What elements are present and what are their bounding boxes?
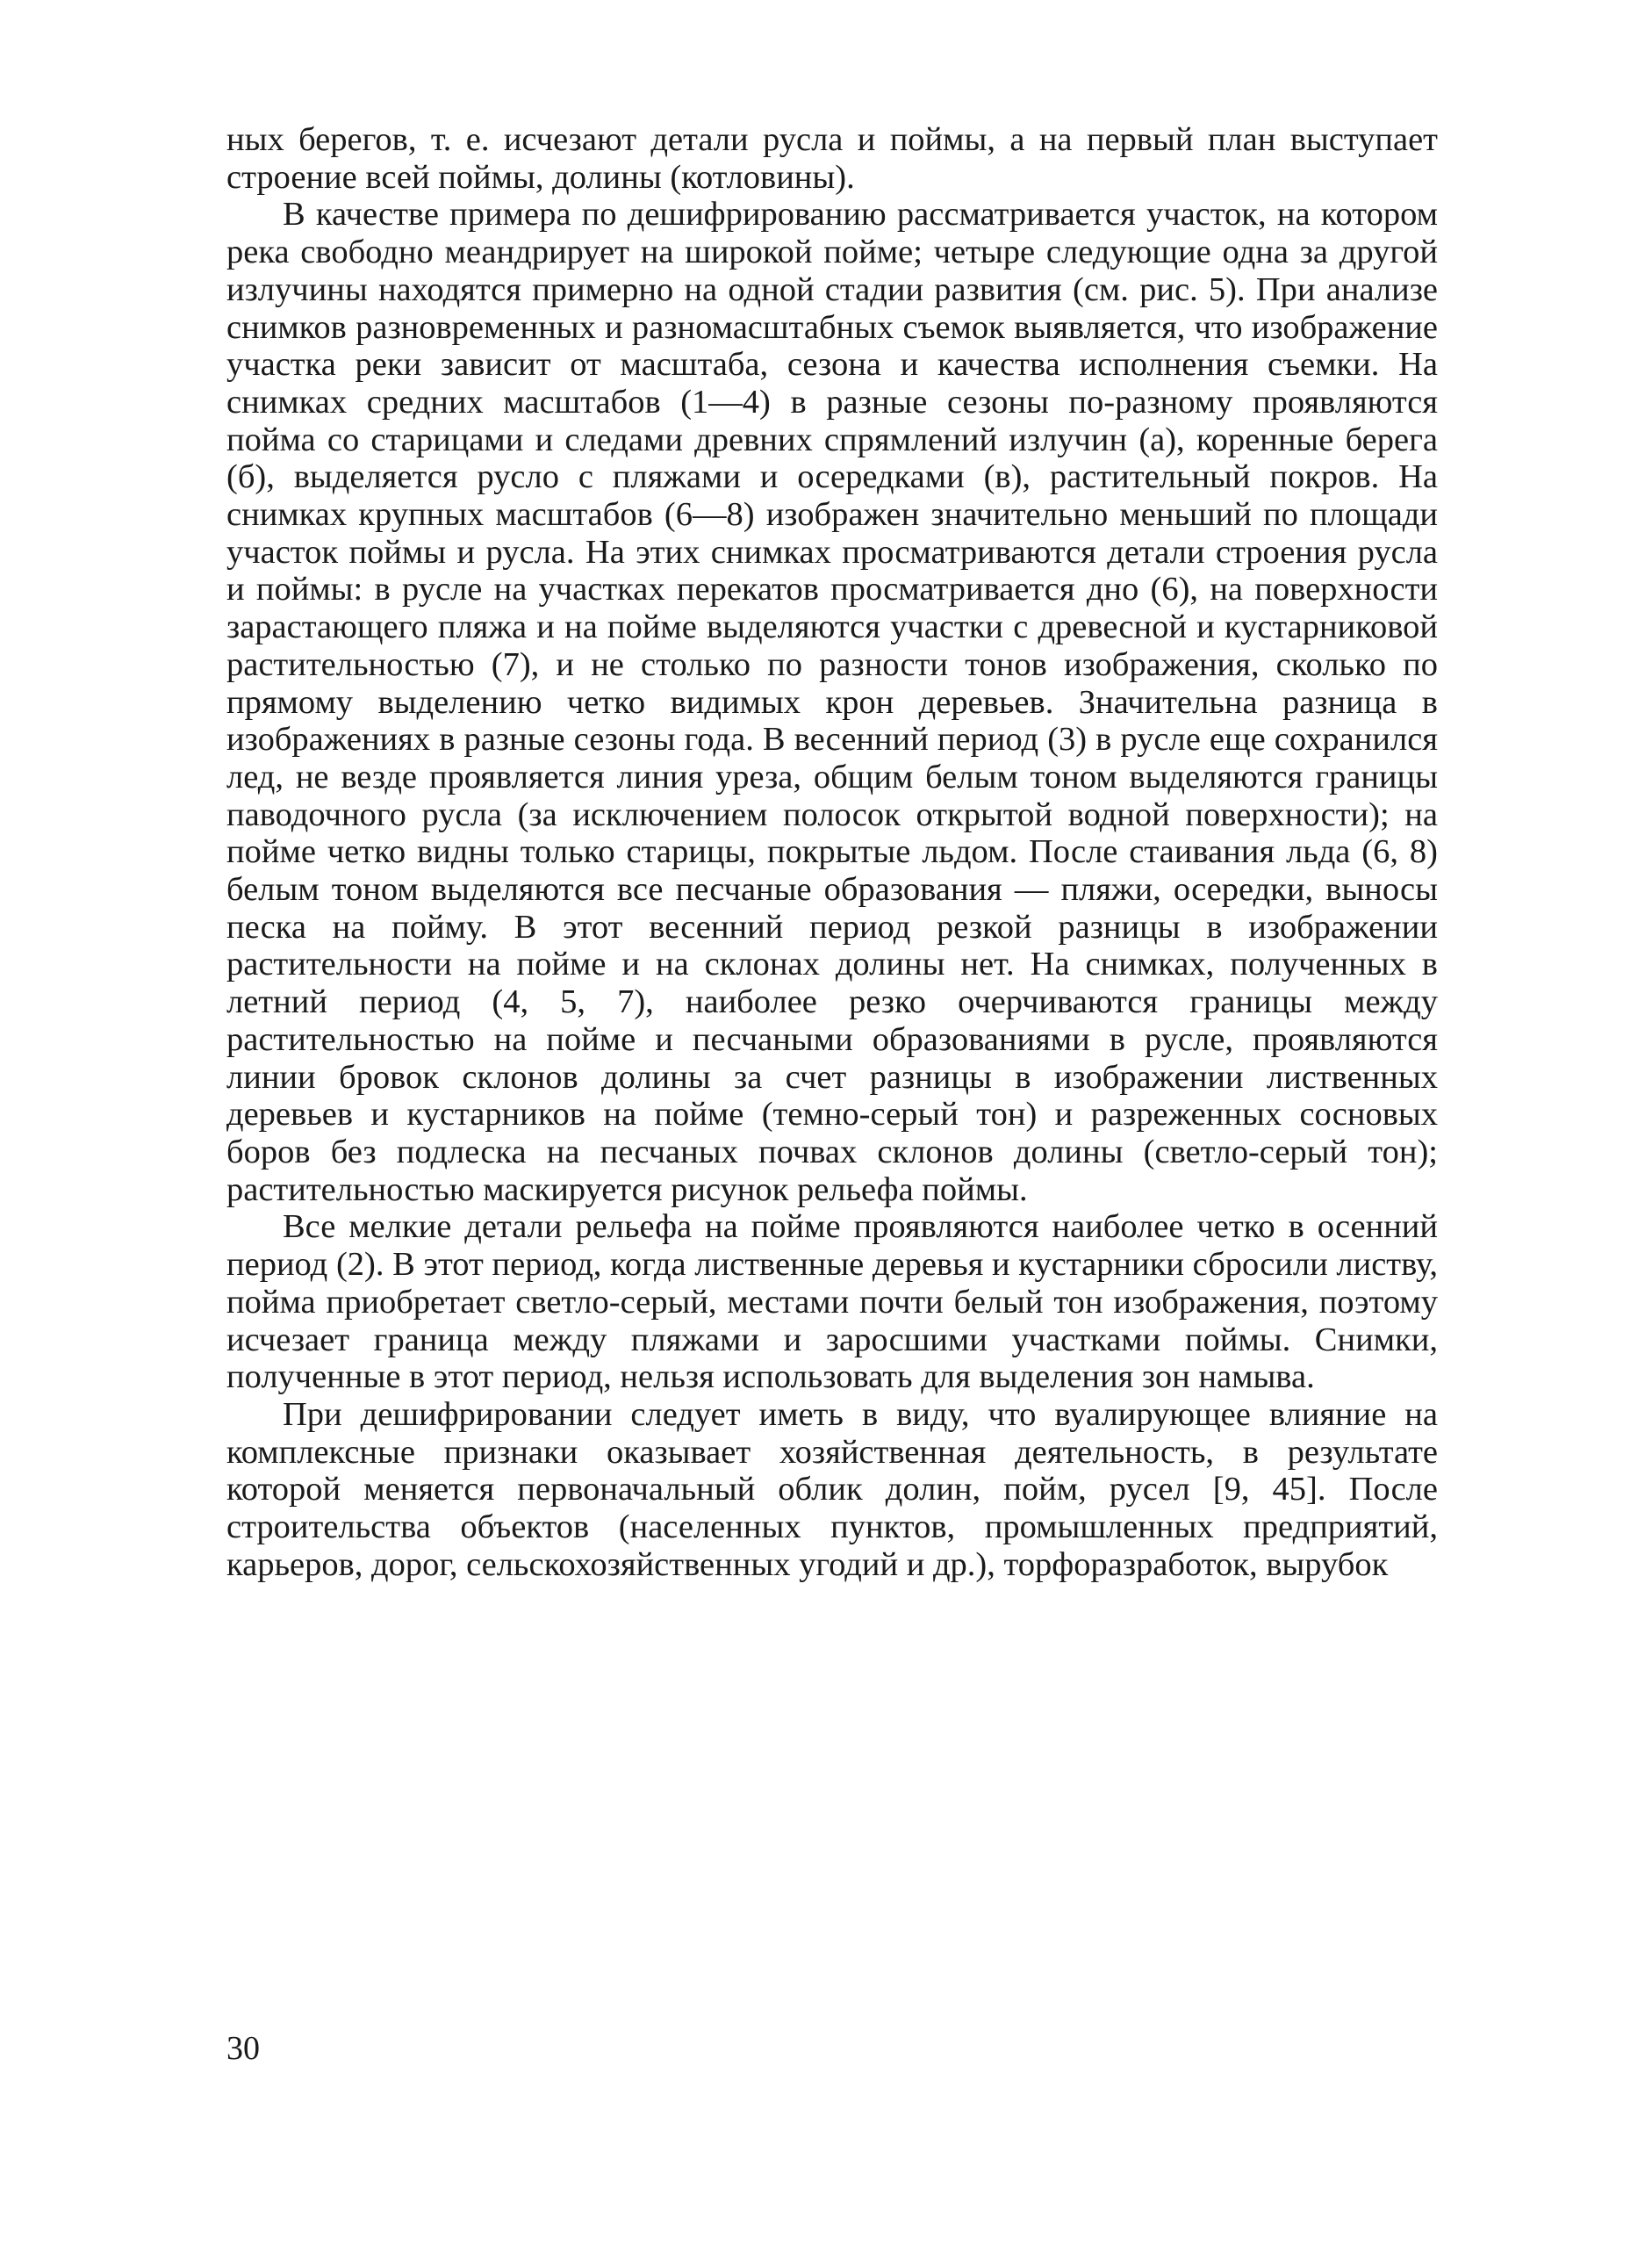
page-number: 30 (226, 2030, 260, 2067)
paragraph-4: При дешифрировании следует иметь в виду, что вуалирующее влияние на комплексные признаки оказывает хозяйственная деятельность, в результате которой меняется первоначальный облик долин, пойм, русел [9, 45]. После строительства объектов (населенных пунктов, промышленных предприятий, карьеров, дорог, сельскохозяйственных угодий и др.), торфоразработок, вырубок (226, 1395, 1438, 1583)
paragraph-3: Все мелкие детали рельефа на пойме проявляются наиболее четко в осенний период (2). В этот период, когда лиственные деревья и кустарники сбросили листву, пойма приобретает светло-серый, местами почти белый тон изображения, поэтому исчезает граница между пляжами и заросшими участками поймы. Снимки, полученные в этот период, нельзя использовать для выделения зон намыва. (226, 1208, 1438, 1396)
body-text (226, 121, 1438, 1583)
paragraph-1: ных берегов, т. е. исчезают детали русла и поймы, а на первый план выступает строение всей поймы, долины (котловины). (226, 121, 1438, 196)
paragraph-2: В качестве примера по дешифрированию рассматривается участок, на котором река свободно меандрирует на широкой пойме; четыре следующие одна за другой излучины находятся примерно на одной стадии развития (см. рис. 5). При анализе снимков разновременных и разномасштабных съемок выявляется, что изображение участка реки зависит от масштаба, сезона и качества исполнения съемки. На снимках средних масштабов (1—4) в разные сезоны по-разному проявляются пойма со старицами и следами древних спрямлений излучин (а), коренные берега (б), выделяется русло с пляжами и осередками (в), растительный покров. На снимках крупных масштабов (6—8) изображен значительно меньший по площади участок поймы и русла. На этих снимках просматриваются детали строения русла и поймы: в русле на участках перекатов просматривается дно (6), на поверхности зарастающего пляжа и на пойме выделяются участки с древесной и кустарниковой растительностью (7), и не столько по разности тонов изображения, сколько по прямому выделению четко видимых крон деревьев. Значительна разница в изображениях в разные сезоны года. В весенний период (3) в русле еще сохранился лед, не везде проявляется линия уреза, общим белым тоном выделяются границы паводочного русла (за исключением полосок открытой водной поверхности); на пойме четко видны только старицы, покрытые льдом. После стаивания льда (6, 8) белым тоном выделяются все песчаные образования — пляжи, осередки, выносы песка на пойму. В этот весенний период резкой разницы в изображении растительности на пойме и на склонах долины нет. На снимках, полученных в летний период (4, 5, 7), наиболее резко очерчиваются границы между растительностью на пойме и песчаными образованиями в русле, проявляются линии бровок склонов долины за счет разницы в изображении лиственных деревьев и кустарников на пойме (темно-серый тон) и разреженных сосновых боров без подлеска на песчаных почвах склонов долины (светло-серый тон); растительностью маскируется рисунок рельефа поймы. (226, 196, 1438, 1208)
